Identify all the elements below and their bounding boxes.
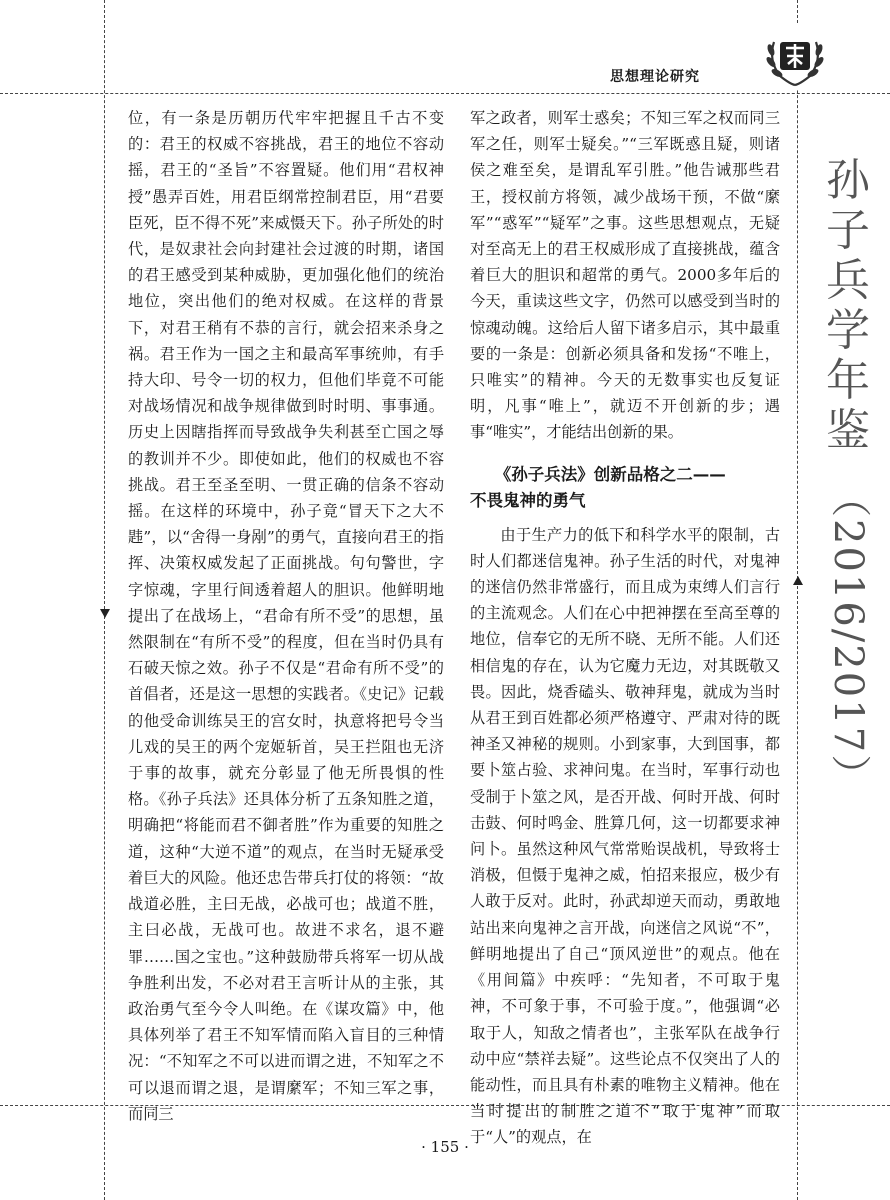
body-paragraph: 位，有一条是历朝历代牢牢把握且千古不变的：君王的权威不容挑战，君王的地位不容动摇，君王的“圣旨”不容置疑。他们用“君权神授”愚弄百姓，用君臣纲常控制君臣，用“君要臣死，臣不得不死”来威慑天下。孙子所处的时代，是奴隶社会向封建社会过渡的时期，诸国的君王感受到某种威胁，更加强化他们的统治地位，突出他们的绝对权威。在这样的背景下，对君王稍有不恭的言行，就会招来杀身之祸。君王作为一国之主和最高军事统帅，有手持大印、号令一切的权力，但他们毕竟不可能对战场情况和战争规律做到时时明、事事通。历史上因瞎指挥而导致战争失利甚至亡国之辱的教训并不少。即使如此，他们的权威也不容挑战。君王至圣至明、一贯正确的信条不容动摇。在这样的环境中，孙子竟“冒天下之大不韪”，以“舍得一身剐”的勇气，直接向君王的指挥、决策权威发起了正面挑战。句句警世，字字惊魂，字里行间透着超人的胆识。他鲜明地提出了在战场上，“君命有所不受”的思想，虽然限制在“有所不受”的程度，但在当时仍具有石破天惊之效。孙子不仅是“君命有所不受”的首倡者，还是这一思想的实践者。《史记》记载的他受命训练吴王的宫女时，执意将把号令当儿戏的吴王的两个宠姬斩首，吴王拦阻也无济于事的故事，就充分彰显了他无所畏惧的性格。《孙子兵法》还具体分析了五条知胜之道，明确把“将能而君不御者胜”作为重要的知胜之道，这种“大逆不道”的观点，在当时无疑承受着巨大的风险。他还忠告带兵打仗的将领：“故战道必胜，主曰无战，必战可也；战道不胜，主曰必战，无战可也。故进不求名，退不避罪……国之宝也。”这种鼓励带兵将军一切从战争胜利出发，不必对君王言听计从的主张，其政治勇气至今令人叫绝。在《谋攻篇》中，他具体列举了君王不知军情而陷入盲目的三种情况：“不知军之不可以进而谓之进，不知军之不可以退而谓之退，是谓縻军；不知三军之事，而同三	[128, 109, 444, 1123]
triangle-up-icon	[793, 576, 803, 585]
book-title-main: 孙 子 兵 学 年 鉴	[826, 155, 870, 456]
page-number: · 155 ·	[421, 1138, 469, 1156]
right-text-column	[470, 105, 780, 1151]
book-title-vertical	[818, 156, 878, 809]
triangle-down-icon	[100, 609, 110, 618]
top-dashed-rule	[0, 93, 890, 94]
olive-wreath-logo-icon	[760, 22, 830, 92]
subheading-line-2: 不畏鬼神的勇气	[470, 490, 586, 510]
body-paragraph: 军之政者，则军士惑矣；不知三军之权而同三军之任，则军士疑矣。”“三军既惑且疑，则诸侯之难至矣，是谓乱军引胜。”他告诫那些君王，授权前方将领，减少战场干预，不做“縻军”“惑军”“疑军”之事。这些思想观点，无疑对至高无上的君王权威形成了直接挑战，蕴含着巨大的胆识和超常的勇气。2000多年后的今天，重读这些文字，仍然可以感受到当时的惊魂动魄。这给后人留下诸多启示，其中最重要的一条是：创新必须具备和发扬“不唯上，只唯实”的精神。今天的无数事实也反复证明，凡事“唯上”，就迈不开创新的步；遇事“唯实”，才能结出创新的果。	[470, 109, 780, 442]
subheading-line-1: 《孙子兵法》创新品格之二——	[494, 464, 726, 484]
right-dashed-rule	[797, 0, 798, 1200]
book-title-years: （2016/2017）	[825, 476, 871, 797]
left-dashed-rule	[104, 0, 105, 1200]
section-subheading	[470, 462, 780, 514]
body-paragraph: 由于生产力的低下和科学水平的限制，古时人们都迷信鬼神。孙子生活的时代，对鬼神的迷信仍然非常盛行，而且成为束缚人们言行的主流观念。人们在心中把神摆在至高至尊的地位，信奉它的无所不晓、无所不能。人们还相信鬼的存在，认为它魔力无边，对其既敬又畏。因此，烧香磕头、敬神拜鬼，就成为当时从君王到百姓都必须严格遵守、严肃对待的既神圣又神秘的规则。小到家事，大到国事，都要卜筮占验、求神问鬼。在当时，军事行动也受制于卜筮之风，是否开战、何时开战、何时击鼓、何时鸣金、胜算几何，这一切都要求神问卜。虽然这种风气常常贻误战机，导致将士消极，但慑于鬼神之威，怕招来报应，极少有人敢于反对。此时，孙武却逆天而动，勇敢地站出来向鬼神之言开战，向迷信之风说“不”，鲜明地提出了自己“顶风逆世”的观点。他在《用间篇》中疾呼：“先知者，不可取于鬼神，不可象于事，不可验于度。”，他强调“必取于人，知敌之情者也”，主张军队在战争行动中应“禁祥去疑”。这些论点不仅突出了人的能动性，而且具有朴素的唯物主义精神。他在当时提出的制胜之道不“取于鬼神”而取于“人”的观点，在	[470, 525, 780, 1147]
left-text-column	[128, 105, 444, 1127]
section-label: 思想理论研究	[610, 69, 700, 85]
